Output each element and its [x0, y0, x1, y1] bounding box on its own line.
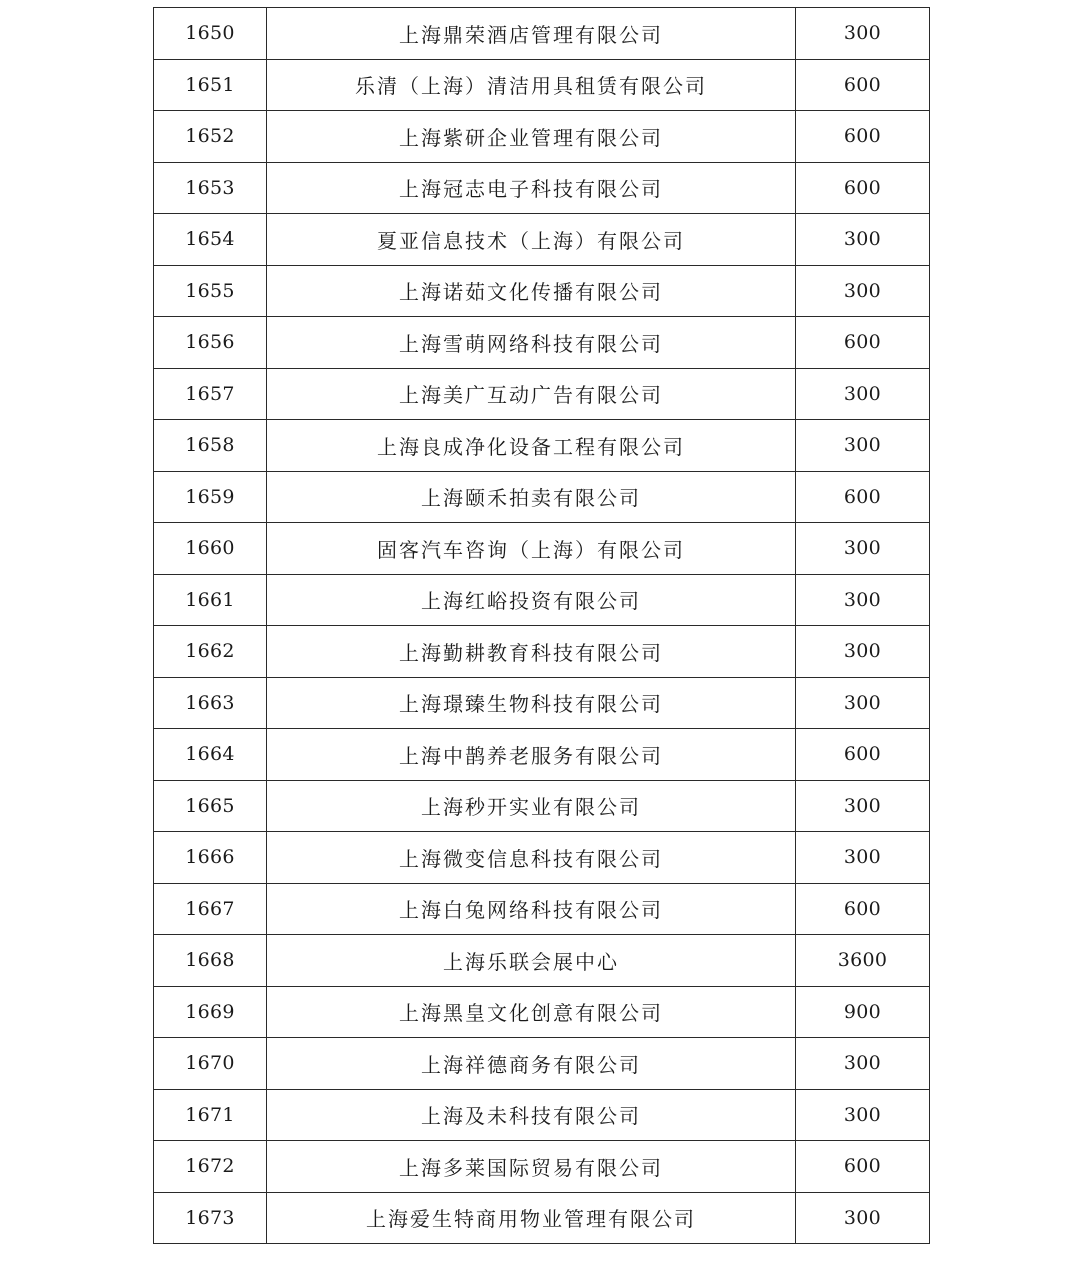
- company-name-cell: 上海良成净化设备工程有限公司: [267, 420, 796, 472]
- company-name-cell: 上海雪萌网络科技有限公司: [267, 317, 796, 369]
- table-row: [154, 368, 930, 420]
- company-name-cell: 上海璟臻生物科技有限公司: [267, 677, 796, 729]
- company-name-cell: 上海红峪投资有限公司: [267, 574, 796, 626]
- table-row: [154, 317, 930, 369]
- amount-cell: 600: [796, 729, 930, 781]
- amount-cell: 300: [796, 368, 930, 420]
- row-number-cell: 1669: [154, 986, 267, 1038]
- company-name-cell: 上海鼎荣酒店管理有限公司: [267, 8, 796, 60]
- table-row: [154, 1141, 930, 1193]
- row-number-cell: 1667: [154, 883, 267, 935]
- company-name-cell: 上海多莱国际贸易有限公司: [267, 1141, 796, 1193]
- table-row: [154, 1089, 930, 1141]
- company-name-cell: 上海勤耕教育科技有限公司: [267, 626, 796, 678]
- amount-cell: 600: [796, 59, 930, 111]
- row-number-cell: 1656: [154, 317, 267, 369]
- table-row: [154, 1038, 930, 1090]
- company-name-cell: 上海微变信息科技有限公司: [267, 832, 796, 884]
- amount-cell: 300: [796, 420, 930, 472]
- row-number-cell: 1651: [154, 59, 267, 111]
- row-number-cell: 1659: [154, 471, 267, 523]
- row-number-cell: 1664: [154, 729, 267, 781]
- company-name-cell: 上海美广互动广告有限公司: [267, 368, 796, 420]
- amount-cell: 300: [796, 574, 930, 626]
- company-name-cell: 上海及未科技有限公司: [267, 1089, 796, 1141]
- row-number-cell: 1657: [154, 368, 267, 420]
- company-name-cell: 上海颐禾拍卖有限公司: [267, 471, 796, 523]
- amount-cell: 300: [796, 214, 930, 266]
- row-number-cell: 1663: [154, 677, 267, 729]
- table-body: [154, 8, 930, 1244]
- amount-cell: 600: [796, 471, 930, 523]
- amount-cell: 600: [796, 162, 930, 214]
- row-number-cell: 1661: [154, 574, 267, 626]
- amount-cell: 300: [796, 1089, 930, 1141]
- company-name-cell: 上海爱生特商用物业管理有限公司: [267, 1192, 796, 1244]
- table-row: [154, 523, 930, 575]
- table-row: [154, 780, 930, 832]
- amount-cell: 300: [796, 265, 930, 317]
- company-name-cell: 上海中鹊养老服务有限公司: [267, 729, 796, 781]
- row-number-cell: 1650: [154, 8, 267, 60]
- amount-cell: 600: [796, 111, 930, 163]
- company-name-cell: 上海白兔网络科技有限公司: [267, 883, 796, 935]
- table-row: [154, 626, 930, 678]
- row-number-cell: 1665: [154, 780, 267, 832]
- row-number-cell: 1655: [154, 265, 267, 317]
- amount-cell: 300: [796, 8, 930, 60]
- company-name-cell: 上海黑皇文化创意有限公司: [267, 986, 796, 1038]
- table-row: [154, 574, 930, 626]
- table-row: [154, 1192, 930, 1244]
- amount-cell: 300: [796, 626, 930, 678]
- row-number-cell: 1671: [154, 1089, 267, 1141]
- row-number-cell: 1672: [154, 1141, 267, 1193]
- amount-cell: 300: [796, 523, 930, 575]
- company-name-cell: 固客汽车咨询（上海）有限公司: [267, 523, 796, 575]
- table-row: [154, 265, 930, 317]
- table-row: [154, 8, 930, 60]
- table-row: [154, 883, 930, 935]
- table-row: [154, 935, 930, 987]
- row-number-cell: 1653: [154, 162, 267, 214]
- table-row: [154, 986, 930, 1038]
- row-number-cell: 1670: [154, 1038, 267, 1090]
- table-row: [154, 677, 930, 729]
- company-name-cell: 上海诺茹文化传播有限公司: [267, 265, 796, 317]
- company-name-cell: 上海冠志电子科技有限公司: [267, 162, 796, 214]
- company-name-cell: 上海祥德商务有限公司: [267, 1038, 796, 1090]
- amount-cell: 300: [796, 832, 930, 884]
- amount-cell: 3600: [796, 935, 930, 987]
- amount-cell: 600: [796, 883, 930, 935]
- company-list-table: [153, 7, 930, 1244]
- row-number-cell: 1668: [154, 935, 267, 987]
- row-number-cell: 1654: [154, 214, 267, 266]
- amount-cell: 300: [796, 780, 930, 832]
- table-row: [154, 729, 930, 781]
- table-row: [154, 111, 930, 163]
- amount-cell: 900: [796, 986, 930, 1038]
- table-row: [154, 59, 930, 111]
- row-number-cell: 1652: [154, 111, 267, 163]
- row-number-cell: 1662: [154, 626, 267, 678]
- amount-cell: 300: [796, 677, 930, 729]
- table-row: [154, 162, 930, 214]
- row-number-cell: 1660: [154, 523, 267, 575]
- amount-cell: 300: [796, 1192, 930, 1244]
- company-name-cell: 上海紫研企业管理有限公司: [267, 111, 796, 163]
- table-row: [154, 832, 930, 884]
- company-name-cell: 乐清（上海）清洁用具租赁有限公司: [267, 59, 796, 111]
- amount-cell: 600: [796, 1141, 930, 1193]
- row-number-cell: 1673: [154, 1192, 267, 1244]
- amount-cell: 300: [796, 1038, 930, 1090]
- table-row: [154, 420, 930, 472]
- table-row: [154, 471, 930, 523]
- row-number-cell: 1658: [154, 420, 267, 472]
- row-number-cell: 1666: [154, 832, 267, 884]
- table-row: [154, 214, 930, 266]
- amount-cell: 600: [796, 317, 930, 369]
- company-name-cell: 夏亚信息技术（上海）有限公司: [267, 214, 796, 266]
- company-name-cell: 上海乐联会展中心: [267, 935, 796, 987]
- company-name-cell: 上海秒开实业有限公司: [267, 780, 796, 832]
